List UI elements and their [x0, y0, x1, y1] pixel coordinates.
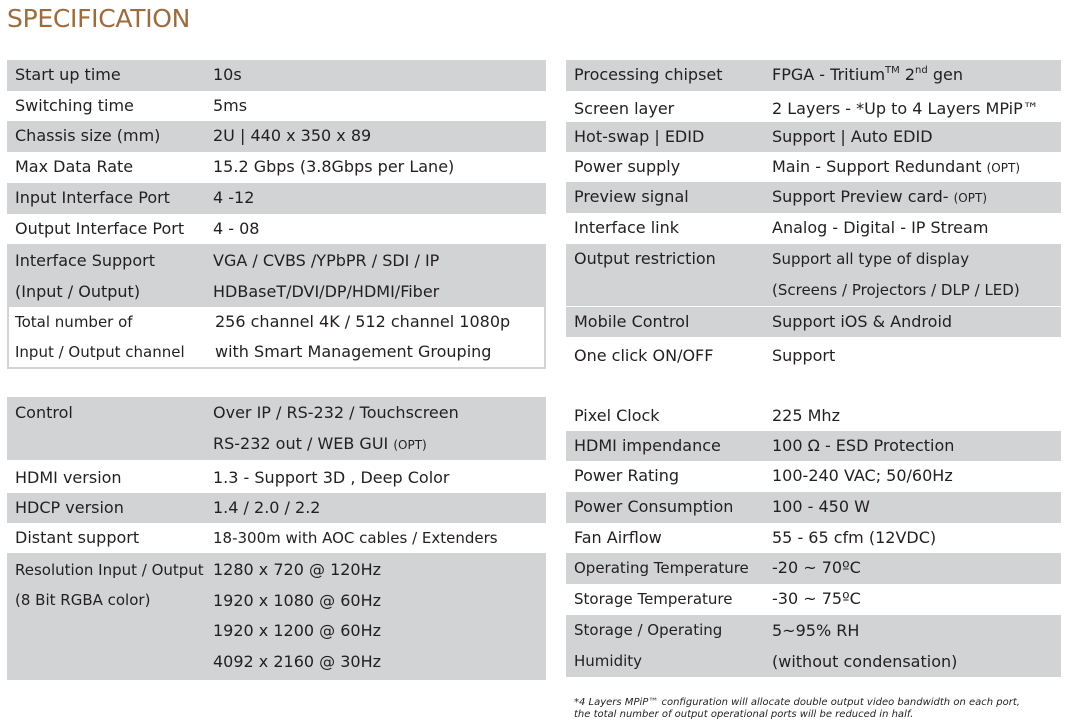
spec-row-distant	[7, 523, 546, 553]
spec-row-pixel-clock	[566, 397, 1061, 431]
spec-value-line: HDBaseT/DVI/DP/HDMI/Fiber	[213, 282, 440, 301]
spec-value: 1.4 / 2.0 / 2.2	[213, 498, 321, 517]
spec-value: 1.3 - Support 3D , Deep Color	[213, 468, 450, 487]
spec-value: Support iOS & Android	[772, 312, 953, 331]
spec-row-chipset	[566, 60, 1061, 91]
spec-value	[213, 555, 381, 680]
spec-value: -30 ~ 75ºC	[772, 589, 861, 608]
spec-row-storage-temp	[566, 584, 1061, 615]
footnote-line: *4 Layers MPiP™ configuration will allocate double output video bandwidth on each port,	[574, 697, 1020, 708]
spec-label-line: (8 Bit RGBA color)	[15, 591, 151, 609]
spec-row-power-supply	[566, 152, 1061, 182]
spec-label-line: Input / Output channel	[15, 343, 185, 361]
spec-value-line: 256 channel 4K / 512 channel 1080p	[215, 312, 511, 331]
spec-label: HDMI version	[15, 468, 122, 487]
spec-value	[772, 60, 963, 91]
spec-value-line: 1920 x 1080 @ 60Hz	[213, 590, 382, 610]
spec-label: Input Interface Port	[15, 188, 170, 207]
spec-label: Pixel Clock	[574, 406, 660, 425]
spec-row-interface-link	[566, 213, 1061, 244]
spec-row-hotswap	[566, 122, 1061, 152]
spec-row-hdcp	[7, 493, 546, 523]
spec-label: Storage Temperature	[574, 590, 733, 608]
spec-label: Power supply	[574, 157, 681, 176]
spec-value-line: VGA / CVBS /YPbPR / SDI / IP	[213, 251, 440, 270]
spec-label: Distant support	[15, 528, 140, 547]
spec-row-chassis	[7, 121, 546, 152]
spec-row-screen-layer	[566, 91, 1061, 122]
spec-label: Operating Temperature	[574, 559, 749, 577]
spec-row-channel-total	[7, 307, 546, 369]
spec-value: Analog - Digital - IP Stream	[772, 218, 989, 237]
spec-label: Interface link	[574, 218, 680, 237]
spec-value-line: (without condensation)	[772, 652, 958, 671]
spec-label: Preview signal	[574, 187, 689, 206]
value-part: 2	[899, 65, 916, 84]
spec-value: 100 Ω - ESD Protection	[772, 436, 955, 455]
spec-label-line: Resolution Input / Output	[15, 561, 204, 579]
spec-value: 4 - 08	[213, 219, 260, 238]
spec-label	[7, 555, 213, 680]
spec-label: Hot-swap | EDID	[574, 127, 705, 146]
spec-value: -20 ~ 70ºC	[772, 558, 861, 577]
spec-value-line: 4092 x 2160 @ 30Hz	[213, 651, 382, 671]
spec-label-line: Interface Support	[15, 251, 155, 270]
spec-label-line: Humidity	[574, 652, 643, 670]
spec-value-line	[213, 428, 459, 461]
spec-value	[772, 182, 987, 213]
spec-row-datarate	[7, 152, 546, 183]
spec-value: 15.2 Gbps (3.8Gbps per Lane)	[213, 157, 455, 176]
spec-label: Max Data Rate	[15, 157, 134, 176]
spec-label: Chassis size (mm)	[15, 126, 161, 145]
spec-value	[213, 245, 439, 307]
spec-value-line: 1280 x 720 @ 120Hz	[213, 560, 382, 579]
spec-label	[9, 307, 215, 367]
spec-label: Power Rating	[574, 466, 680, 485]
spec-value: 5ms	[213, 96, 248, 115]
spec-row-startup	[7, 60, 546, 91]
spec-row-control	[7, 397, 546, 460]
spec-label	[566, 615, 772, 677]
spec-value	[215, 307, 510, 367]
spec-value: Support	[772, 346, 836, 365]
spec-row-output-restriction	[566, 244, 1061, 306]
spec-label-line: Total number of	[15, 313, 133, 331]
spec-value: 55 - 65 cfm (12VDC)	[772, 528, 937, 547]
right-top-spec-table	[566, 60, 1061, 371]
spec-label: Output Interface Port	[15, 219, 185, 238]
spec-value: 4 -12	[213, 188, 255, 207]
spec-row-power-consumption	[566, 492, 1061, 523]
spec-value-line: 5~95% RH	[772, 621, 860, 640]
spec-row-fan-airflow	[566, 523, 1061, 553]
value-text: Main - Support Redundant	[772, 157, 982, 176]
value-text: Support Preview card-	[772, 187, 949, 206]
left-bottom-spec-table	[7, 397, 546, 680]
spec-row-interface-support	[7, 244, 546, 307]
spec-label: HDCP version	[15, 498, 124, 517]
spec-row-mobile	[566, 306, 1061, 337]
spec-label	[7, 245, 213, 307]
spec-value: 10s	[213, 65, 242, 84]
spec-value: 225 Mhz	[772, 406, 840, 425]
spec-label: One click ON/OFF	[574, 346, 714, 365]
spec-label: Screen layer	[574, 99, 675, 118]
spec-label-line: Storage / Operating	[574, 621, 723, 639]
spec-value-line: Over IP / RS-232 / Touchscreen	[213, 403, 459, 422]
optional-tag: (OPT)	[393, 438, 427, 452]
ordinal-suffix: nd	[915, 65, 928, 76]
spec-value-line: (Screens / Projectors / DLP / LED)	[772, 281, 1020, 299]
optional-tag: (OPT)	[986, 161, 1020, 175]
trademark-mark: TM	[885, 65, 900, 76]
page-title: SPECIFICATION	[7, 4, 191, 33]
spec-row-input-port	[7, 183, 546, 214]
spec-value: 2 Layers - *Up to 4 Layers MPiP™	[772, 99, 1039, 118]
spec-label: Switching time	[15, 96, 134, 115]
value-text: RS-232 out / WEB GUI	[213, 434, 389, 453]
spec-label: Control	[15, 403, 73, 422]
spec-value	[772, 152, 1020, 182]
spec-row-power-rating	[566, 461, 1061, 492]
spec-row-hdmi-version	[7, 460, 546, 493]
spec-label: Start up time	[15, 65, 121, 84]
spec-value-line: with Smart Management Grouping	[215, 342, 492, 361]
optional-tag: (OPT)	[953, 191, 987, 205]
spec-value: 18-300m with AOC cables / Extenders	[213, 529, 498, 547]
value-part: FPGA - Tritium	[772, 65, 886, 84]
spec-row-humidity	[566, 615, 1061, 677]
spec-label: Mobile Control	[574, 312, 690, 331]
spec-row-one-click	[566, 337, 1061, 371]
spec-row-operating-temp	[566, 553, 1061, 584]
spec-value	[772, 615, 957, 677]
spec-value: Support | Auto EDID	[772, 127, 933, 146]
spec-row-switching	[7, 91, 546, 121]
footnote-line: the total number of output operational ports will be reduced in half.	[574, 709, 914, 720]
left-top-spec-table	[7, 60, 546, 369]
spec-value-line: Support all type of display	[772, 250, 970, 268]
spec-row-resolution	[7, 553, 546, 680]
spec-value: 100 - 450 W	[772, 497, 870, 516]
spec-label: Output restriction	[574, 249, 716, 268]
spec-value: 100-240 VAC; 50/60Hz	[772, 466, 953, 485]
spec-label: Power Consumption	[574, 497, 734, 516]
spec-row-preview	[566, 182, 1061, 213]
spec-value: 2U | 440 x 350 x 89	[213, 126, 372, 145]
spec-row-output-port	[7, 214, 546, 244]
spec-label: HDMI impendance	[574, 436, 721, 455]
spec-value-line: 1920 x 1200 @ 60Hz	[213, 621, 382, 640]
spec-value	[772, 244, 1020, 306]
right-bottom-spec-table	[566, 397, 1061, 677]
value-part: gen	[927, 65, 963, 84]
spec-label-line: (Input / Output)	[15, 282, 141, 301]
spec-row-hdmi-impedance	[566, 431, 1061, 461]
footnote	[574, 697, 1020, 721]
spec-label: Fan Airflow	[574, 528, 662, 547]
spec-value	[213, 397, 459, 460]
spec-label: Processing chipset	[574, 65, 723, 84]
